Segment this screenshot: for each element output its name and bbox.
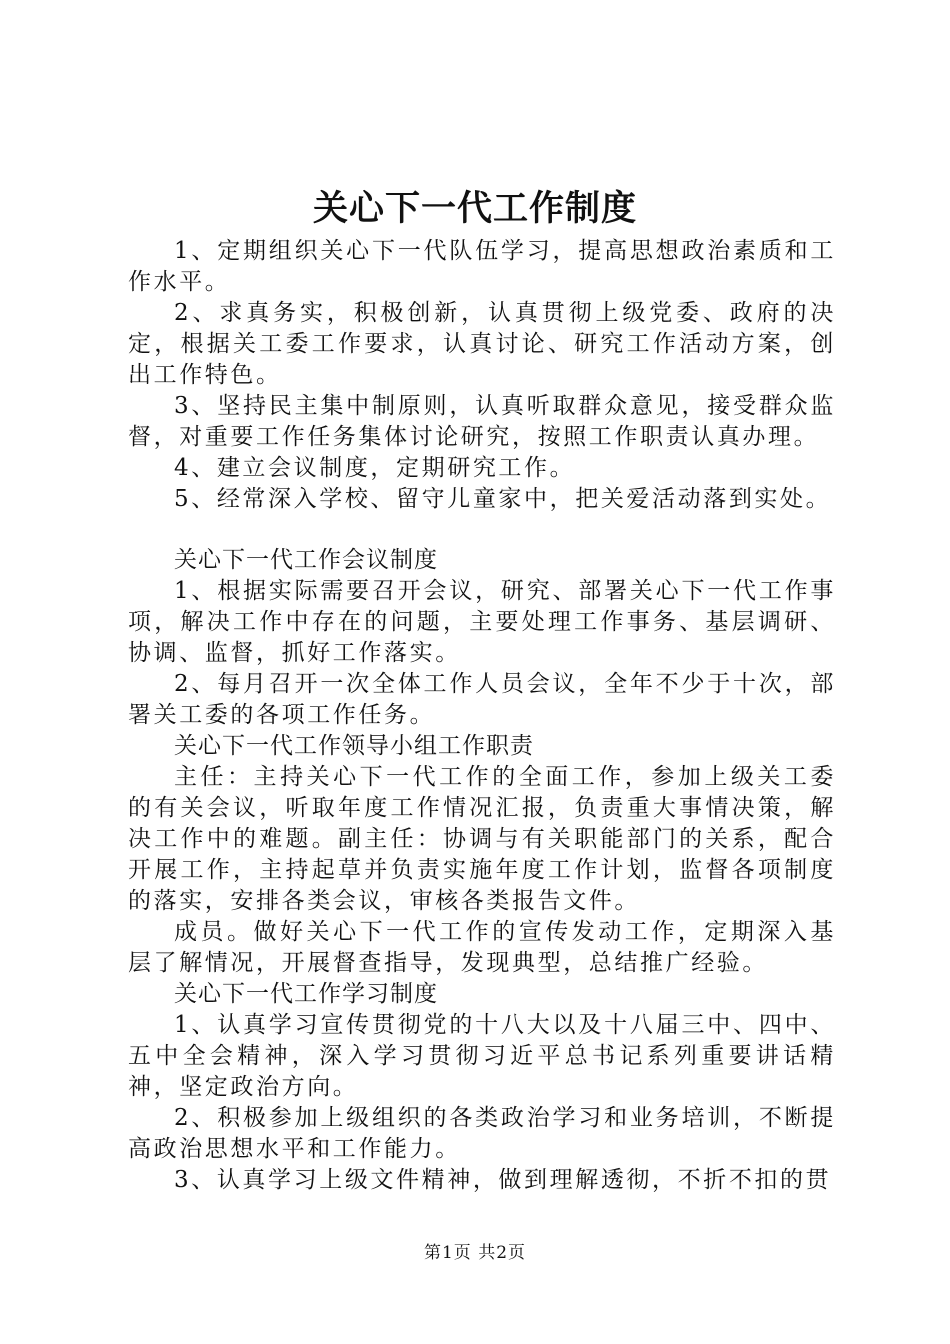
paragraph: 成员。做好关心下一代工作的宣传发动工作，定期深入基层了解情况，开展督查指导，发现典型，总结推广经验。 [128, 919, 836, 976]
paragraph: 1、根据实际需要召开会议，研究、部署关心下一代工作事项，解决工作中存在的问题，主要处理工作事务、基层调研、协调、监督，抓好工作落实。 [128, 578, 836, 666]
paragraph: 5、经常深入学校、留守儿童家中，把关爱活动落到实处。 [174, 486, 832, 512]
paragraph: 1、定期组织关心下一代队伍学习，提高思想政治素质和工作水平。 [128, 238, 836, 295]
paragraph: 2、每月召开一次全体工作人员会议，全年不少于十次，部署关工委的各项工作任务。 [128, 671, 836, 728]
section-heading-meeting: 关心下一代工作会议制度 [174, 547, 438, 573]
paragraph: 主任：主持关心下一代工作的全面工作，参加上级关工委的有关会议，听取年度工作情况汇报，负责重大事情决策，解决工作中的难题。副主任：协调与有关职能部门的关系，配合开展工作，主持起草并负责实施年度工作计划，监督各项制度的落实，安排各类会议，审核各类报告文件。 [128, 764, 836, 914]
section-spacer [128, 515, 836, 545]
paragraph: 2、积极参加上级组织的各类政治学习和业务培训，不断提高政治思想水平和工作能力。 [128, 1105, 836, 1162]
document-body [128, 236, 836, 1196]
paragraph: 3、坚持民主集中制原则，认真听取群众意见，接受群众监督，对重要工作任务集体讨论研究，按照工作职责认真办理。 [128, 393, 836, 450]
section-heading-study: 关心下一代工作学习制度 [174, 981, 438, 1007]
section-heading-duties: 关心下一代工作领导小组工作职责 [174, 733, 534, 759]
paragraph: 2、求真务实，积极创新，认真贯彻上级党委、政府的决定，根据关工委工作要求，认真讨论、研究工作活动方案，创出工作特色。 [128, 300, 836, 388]
paragraph: 3、认真学习上级文件精神，做到理解透彻，不折不扣的贯 [174, 1167, 832, 1193]
paragraph: 1、认真学习宣传贯彻党的十八大以及十八届三中、四中、五中全会精神，深入学习贯彻习近平总书记系列重要讲话精神，坚定政治方向。 [128, 1012, 836, 1100]
page-footer: 第1页 共2页 [423, 1243, 527, 1263]
document-title: 关心下一代工作制度 [312, 188, 637, 229]
paragraph: 4、建立会议制度，定期研究工作。 [174, 455, 576, 481]
